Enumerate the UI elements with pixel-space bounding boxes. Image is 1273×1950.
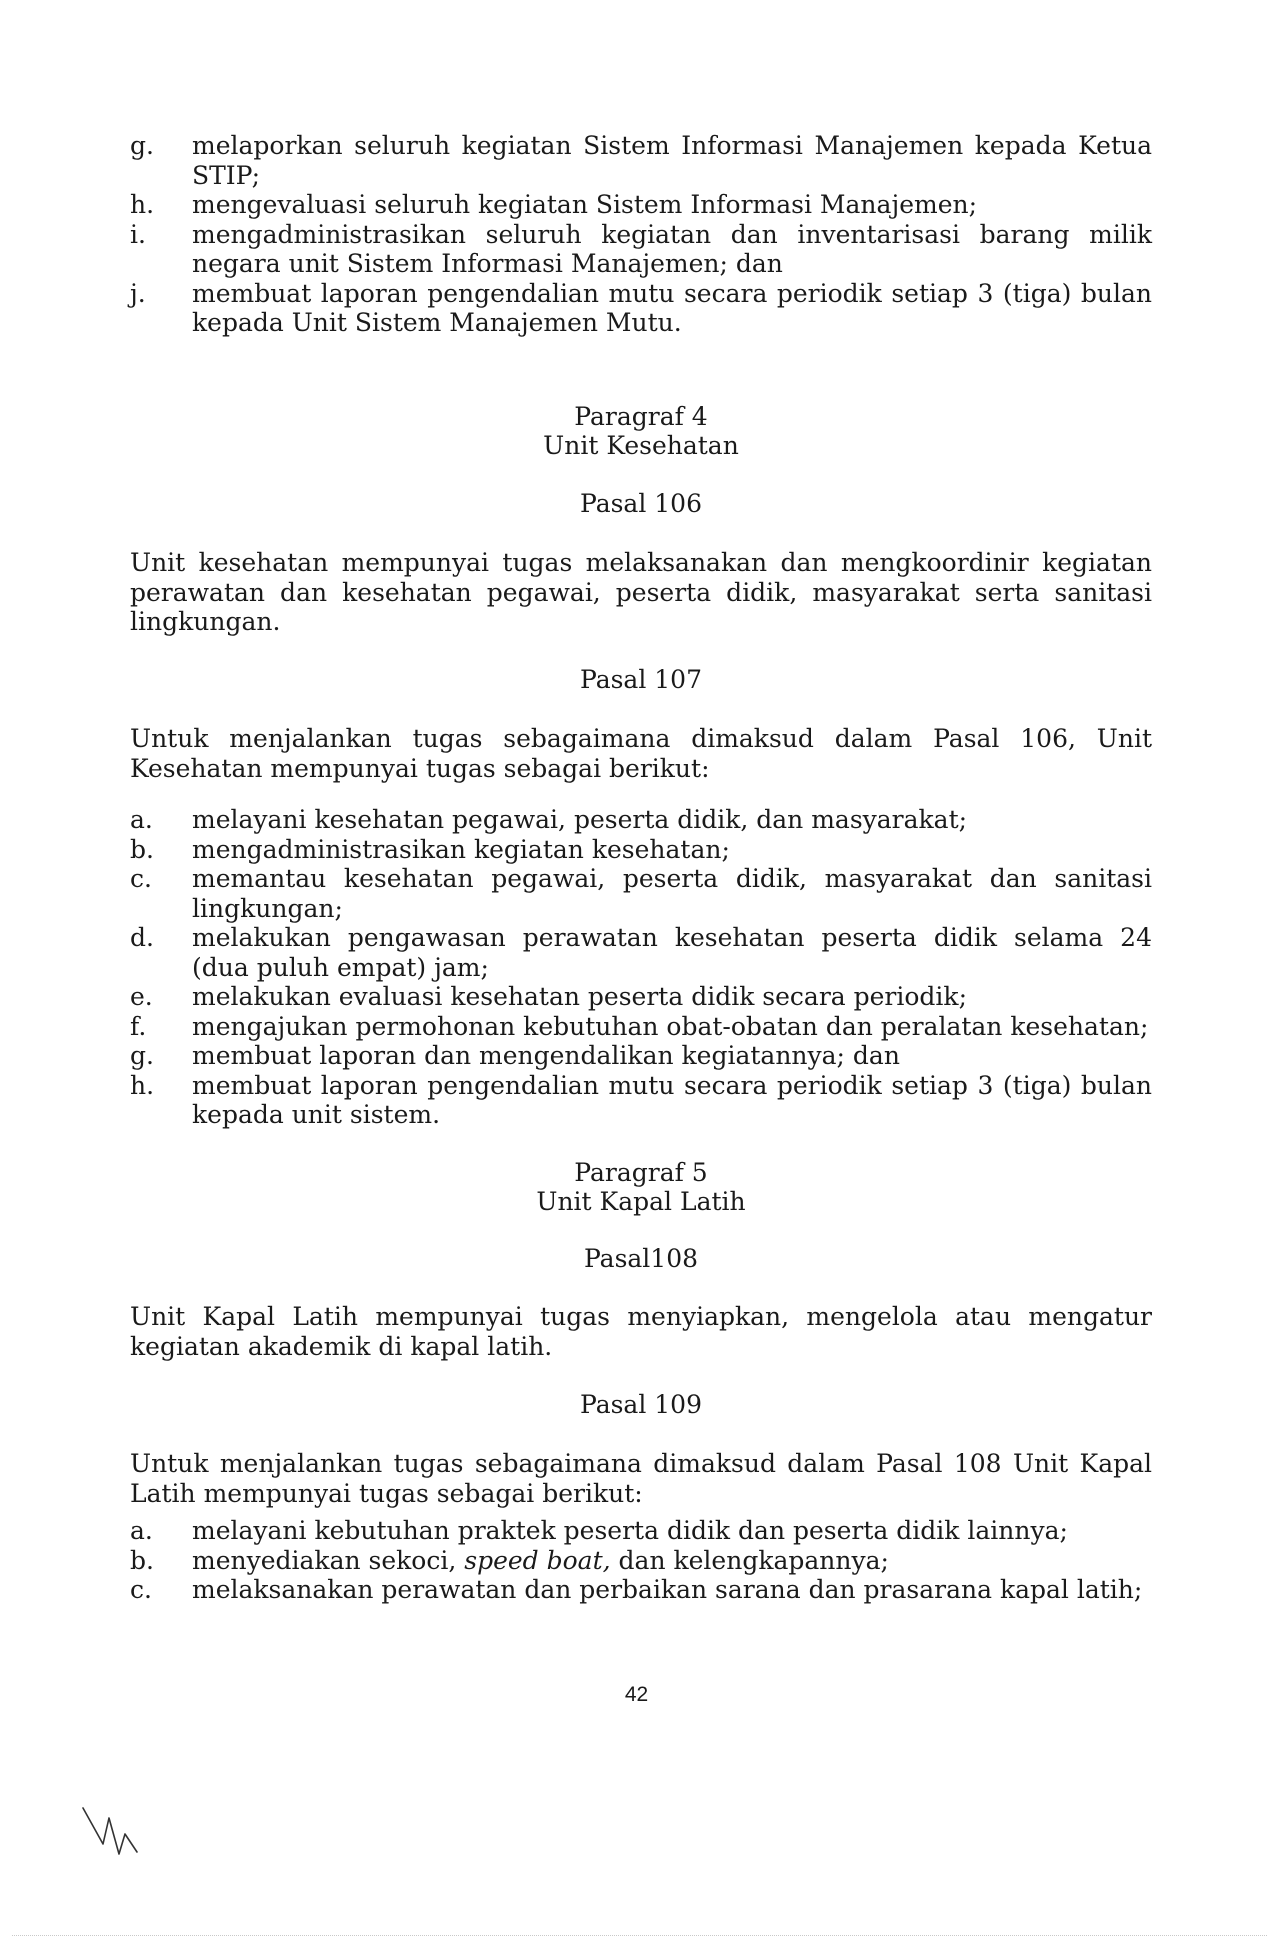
list-item-text: mengevaluasi seluruh kegiatan Sistem Informasi Manajemen;	[192, 190, 978, 219]
pasal-108-title: Pasal108	[583, 1244, 699, 1273]
pasal-106-text: Unit kesehatan mempunyai tugas melaksanakan dan mengkoordinir kegiatan perawatan dan kesehatan pegawai, peserta didik, masyarakat serta sanitasi lingkungan.	[130, 548, 1152, 636]
pasal-107-intro: Untuk menjalankan tugas sebagaimana dimaksud dalam Pasal 106, Unit Kesehatan mempunyai tugas sebagai berikut:	[130, 724, 1152, 783]
list-item-text: melaksanakan perawatan dan perbaikan sarana dan prasarana kapal latih;	[192, 1575, 1143, 1604]
scan-edge-line	[12, 1935, 1267, 1936]
list-item	[130, 1546, 1152, 1576]
list-marker: a.	[130, 1516, 153, 1545]
list-marker: c.	[130, 1575, 152, 1604]
list-item	[130, 220, 1152, 279]
list-item	[130, 279, 1152, 338]
list-item-text: melakukan evaluasi kesehatan peserta didik secara periodik;	[192, 982, 967, 1011]
paragraf-4-label: Paragraf 4	[574, 402, 708, 431]
list-item-text-after: dan kelengkapannya;	[618, 1545, 889, 1575]
list-item-text: membuat laporan pengendalian mutu secara periodik setiap 3 (tiga) bulan kepada unit sistem.	[192, 1070, 1152, 1129]
list-item	[130, 1516, 1152, 1546]
list-marker: e.	[130, 982, 153, 1011]
list-item	[130, 1071, 1152, 1130]
list-marker: g.	[130, 131, 154, 160]
pasal-109-intro: Untuk menjalankan tugas sebagaimana dimaksud dalam Pasal 108 Unit Kapal Latih mempunyai tugas sebagai berikut:	[130, 1449, 1152, 1508]
pasal-109-list	[130, 1516, 1152, 1605]
list-marker: j.	[130, 278, 146, 308]
list-marker: d.	[130, 923, 154, 952]
italic-term: speed boat,	[464, 1545, 611, 1575]
pasal-106-title: Pasal 106	[580, 489, 702, 518]
page-number: 42	[624, 1683, 649, 1706]
list-item	[130, 1012, 1152, 1042]
list-item	[130, 923, 1152, 982]
list-item-text: mengadministrasikan kegiatan kesehatan;	[192, 834, 730, 864]
list-item	[130, 835, 1152, 865]
list-marker: b.	[130, 834, 154, 864]
list-item-text: mengadministrasikan seluruh kegiatan dan inventarisasi barang milik negara unit Sistem Informasi Manajemen; dan	[192, 219, 1152, 278]
top-list	[130, 131, 1152, 338]
list-marker: h.	[130, 190, 155, 219]
list-item	[130, 131, 1152, 190]
pasal-107-list	[130, 805, 1152, 1130]
list-marker: h.	[130, 1070, 155, 1100]
list-item	[130, 1575, 1152, 1605]
list-item-text-before: menyediakan sekoci,	[192, 1545, 457, 1575]
list-marker: f.	[130, 1011, 147, 1041]
list-item-text: melaporkan seluruh kegiatan Sistem Informasi Manajemen kepada Ketua STIP;	[192, 131, 1152, 190]
handwritten-initial-icon	[75, 1800, 145, 1860]
list-item-text: mengajukan permohonan kebutuhan obat-obatan dan peralatan kesehatan;	[192, 1011, 1149, 1041]
pasal-108-text: Unit Kapal Latih mempunyai tugas menyiapkan, mengelola atau mengatur kegiatan akademik di kapal latih.	[130, 1302, 1152, 1361]
list-item	[130, 1041, 1152, 1071]
pasal-109-title: Pasal 109	[580, 1390, 702, 1419]
list-item-text: membuat laporan dan mengendalikan kegiatannya; dan	[192, 1041, 900, 1070]
paragraf-5-label: Paragraf 5	[574, 1158, 708, 1187]
paragraf-4-title: Unit Kesehatan	[543, 431, 739, 460]
list-marker: g.	[130, 1041, 154, 1070]
list-item	[130, 864, 1152, 923]
list-item	[130, 190, 1152, 220]
list-item	[130, 982, 1152, 1012]
list-marker: b.	[130, 1545, 154, 1575]
list-item-text	[192, 1546, 1152, 1576]
list-item-text: membuat laporan pengendalian mutu secara periodik setiap 3 (tiga) bulan kepada Unit Sistem Manajemen Mutu.	[192, 278, 1152, 337]
paragraf-5-title: Unit Kapal Latih	[536, 1187, 746, 1216]
list-marker: i.	[130, 219, 146, 249]
list-item-text: memantau kesehatan pegawai, peserta didik, masyarakat dan sanitasi lingkungan;	[192, 864, 1152, 923]
list-item-text: melayani kesehatan pegawai, peserta didik, dan masyarakat;	[192, 805, 968, 834]
list-item	[130, 805, 1152, 835]
pasal-107-title: Pasal 107	[580, 665, 702, 694]
list-item-text: melayani kebutuhan praktek peserta didik dan peserta didik lainnya;	[192, 1516, 1068, 1545]
list-marker: a.	[130, 805, 153, 834]
list-item-text: melakukan pengawasan perawatan kesehatan peserta didik selama 24 (dua puluh empat) jam;	[192, 923, 1152, 982]
list-marker: c.	[130, 864, 152, 893]
